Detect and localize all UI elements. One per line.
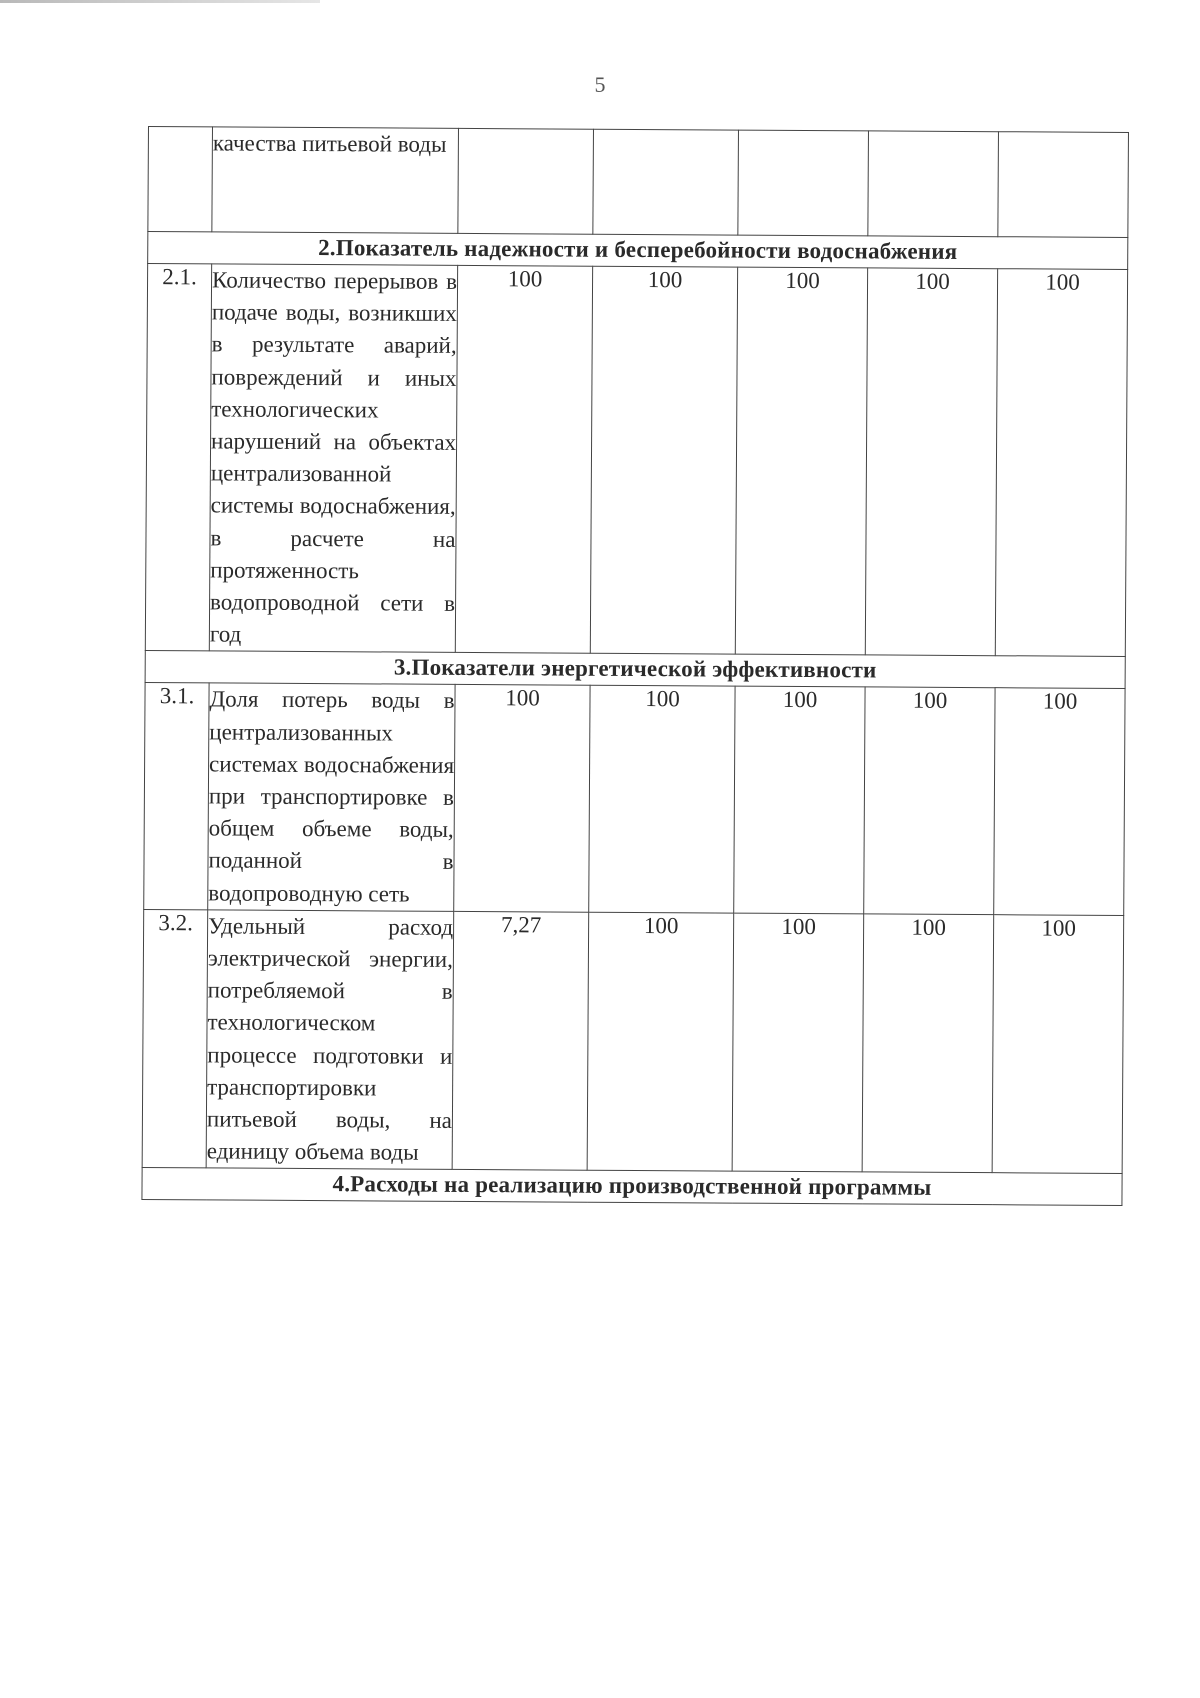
value-cell: 100 (994, 688, 1125, 915)
value-cell: 100 (587, 912, 734, 1172)
table-row (142, 909, 1124, 1174)
row-number (148, 127, 213, 232)
section-heading: 2.Показатель надежности и бесперебойности водоснабжения (148, 232, 1128, 270)
value-cell (998, 132, 1129, 238)
value-cell: 100 (992, 915, 1124, 1174)
value-cell: 100 (735, 267, 867, 655)
table-row (145, 264, 1127, 657)
section-heading: 4.Расходы на реализацию производственной программы (142, 1168, 1122, 1206)
row-number: 3.2. (142, 909, 208, 1168)
indicator-name: Доля потерь воды в централизованных системах водоснабжения при транспортировке в общем объеме воды, поданной в водопроводную сеть (208, 683, 455, 911)
page-number: 5 (594, 72, 606, 97)
value-cell: 7,27 (452, 911, 589, 1170)
value-cell: 100 (864, 687, 995, 914)
value-cell (868, 131, 999, 237)
row-number: 2.1. (145, 264, 211, 652)
value-cell (593, 129, 739, 235)
value-cell: 100 (589, 686, 735, 913)
table-row (144, 683, 1125, 915)
value-cell: 100 (862, 914, 994, 1173)
row-number: 3.1. (144, 683, 209, 910)
value-cell: 100 (865, 268, 997, 656)
indicator-name: Удельный расход электрической энергии, потребляемой в технологическом процессе подготовки и транспортировки питьевой воды, на единицу объема воды (206, 910, 454, 1170)
indicators-table (141, 126, 1129, 1206)
value-cell (738, 130, 869, 236)
indicator-name: качества питьевой воды (212, 127, 459, 234)
value-cell: 100 (734, 687, 865, 914)
value-cell: 100 (732, 913, 864, 1172)
indicator-name: Количество перерывов в подаче воды, возникших в результате аварий, повреждений и иных технологических нарушений на объектах централизованной системы водоснабжения, в расчете на протяженность водопроводной сети в год (209, 264, 457, 653)
value-cell (458, 128, 594, 234)
value-cell: 100 (455, 265, 592, 653)
value-cell: 100 (995, 269, 1127, 657)
scan-edge-mark (0, 0, 320, 3)
section-heading: 3.Показатели энергетической эффективности (145, 651, 1125, 689)
value-cell: 100 (590, 266, 737, 654)
section-row (142, 1168, 1122, 1206)
table-row (148, 127, 1129, 238)
value-cell: 100 (454, 685, 590, 912)
